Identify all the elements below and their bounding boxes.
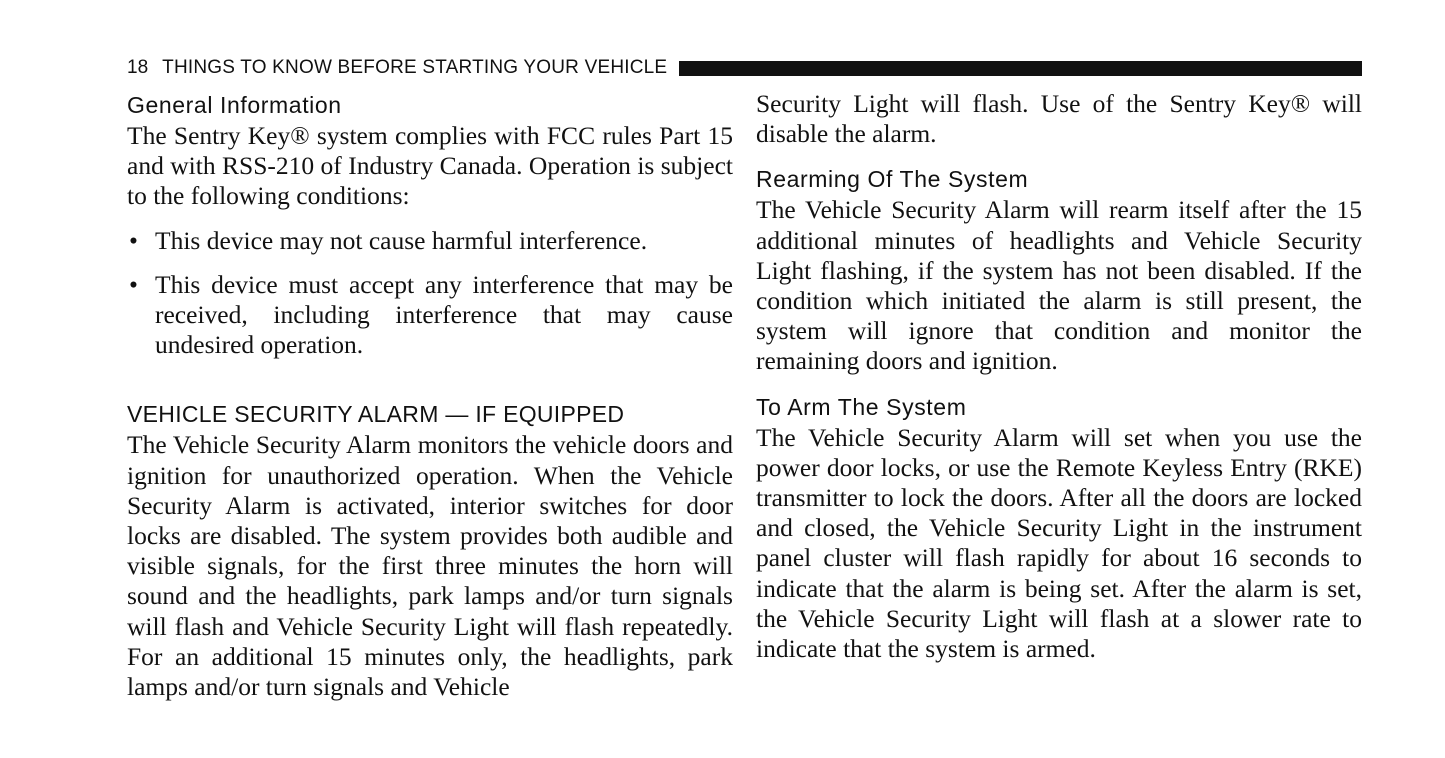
right-column	[756, 89, 1362, 664]
page-number: 18	[127, 57, 149, 78]
list-item	[127, 226, 733, 256]
alarm-continuation-text: Security Light will flash. Use of the Sentry Key® will disable the alarm.	[756, 89, 1362, 149]
rearming-heading: Rearming Of The System	[756, 166, 1029, 193]
list-item	[127, 270, 733, 361]
bullet-icon: •	[129, 269, 138, 299]
left-column	[127, 89, 733, 702]
running-title: THINGS TO KNOW BEFORE STARTING YOUR VEHICLE	[162, 57, 668, 78]
list-item-text: This device may not cause harmful interference.	[155, 225, 648, 255]
page-header	[127, 57, 1362, 79]
conditions-list	[127, 226, 733, 361]
list-item-text: This device must accept any interference that may be received, including interference that may cause undesired operation.	[155, 269, 733, 360]
vehicle-security-alarm-body: The Vehicle Security Alarm monitors the vehicle doors and ignition for unauthorized operation. When the Vehicle Security Alarm is activated, interior switches for door locks are disabled. The system provides both audible and visible signals, for the first three minutes the horn will sound and the headlights, park lamps and/or turn signals will flash and Vehicle Security Light will flash repeatedly. For an additional 15 minutes only, the headlights, park lamps and/or turn signals and Vehicle	[127, 430, 733, 702]
vehicle-security-alarm-heading: VEHICLE SECURITY ALARM — IF EQUIPPED	[127, 401, 625, 428]
general-information-heading: General Information	[127, 92, 342, 118]
rearming-body: The Vehicle Security Alarm will rearm itself after the 15 additional minutes of headlights and Vehicle Security Light flashing, if the system has not been disabled. If the condition which initiated the alarm is still present, the system will ignore that condition and monitor the remaining doors and ignition.	[756, 195, 1362, 376]
general-information-body: The Sentry Key® system complies with FCC rules Part 15 and with RSS-210 of Industry Canada. Operation is subject to the following conditions:	[127, 121, 733, 211]
arm-system-body: The Vehicle Security Alarm will set when you use the power door locks, or use the Remote Keyless Entry (RKE) transmitter to lock the doors. After all the doors are locked and closed, the Vehicle Security Light in the instrument panel cluster will flash rapidly for about 16 seconds to indicate that the alarm is being set. After the alarm is set, the Vehicle Security Light will flash at a slower rate to indicate that the system is armed.	[756, 422, 1362, 664]
bullet-icon: •	[129, 225, 138, 255]
arm-system-heading: To Arm The System	[756, 393, 967, 420]
header-rule	[679, 61, 1362, 76]
